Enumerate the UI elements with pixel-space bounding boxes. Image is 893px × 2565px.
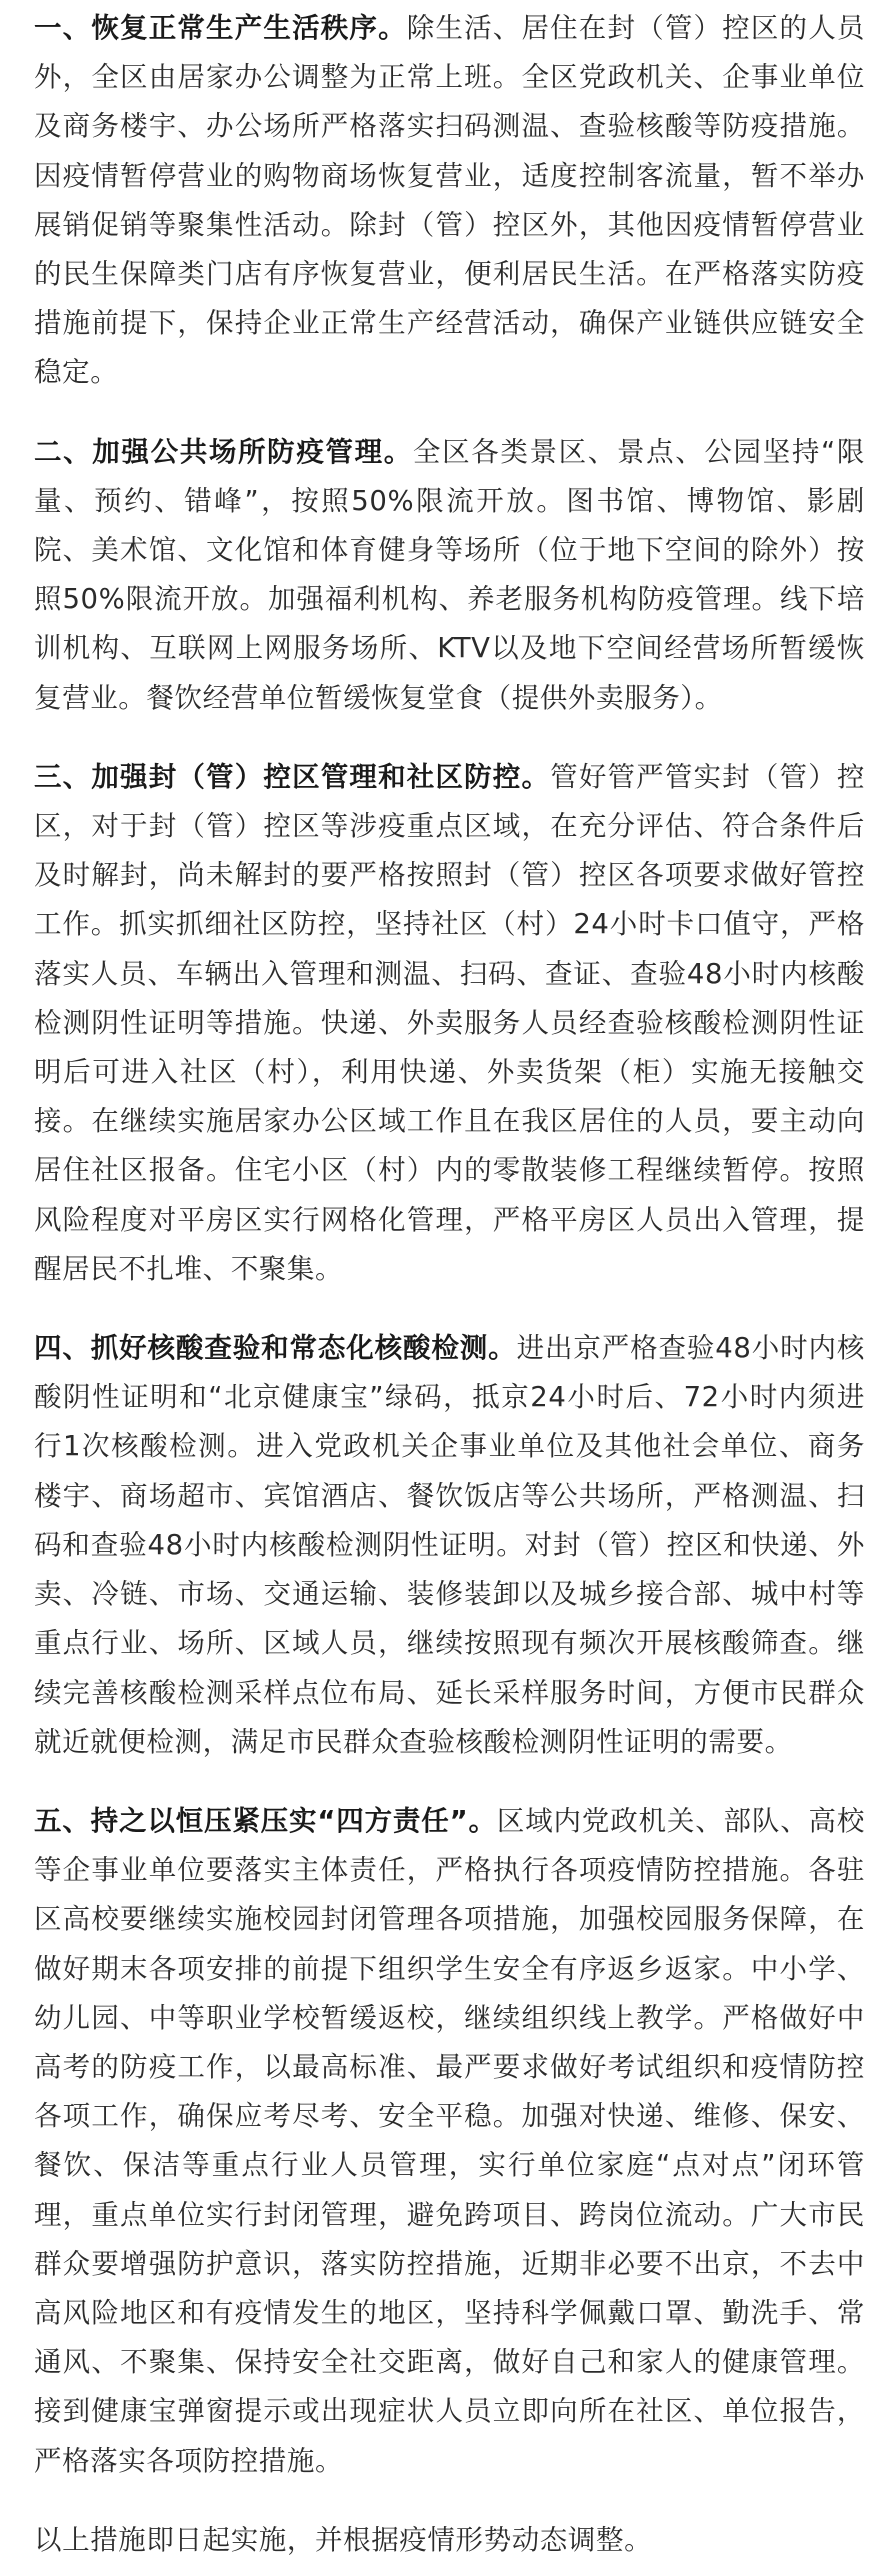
section-2 [34, 428, 865, 723]
section-heading: 三、加强封（管）控区管理和社区防控。 [34, 760, 551, 793]
section-heading: 一、恢复正常生产生活秩序。 [34, 12, 407, 44]
section-heading: 五、持之以恒压紧压实“四方责任”。 [34, 1804, 497, 1837]
closing-statement: 以上措施即日起实施，并根据疫情形势动态调整。 [34, 2523, 653, 2556]
section-text: 区域内党政机关、部队、高校等企事业单位要落实主体责任，严格执行各项疫情防控措施。各驻区高校要继续实施校园封闭管理各项措施，加强校园服务保障，在做好期末各项安排的前提下组织学生安全有序返乡返家。中小学、幼儿园、中等职业学校暂缓返校，继续组织线上教学。严格做好中高考的防疫工作，以最高标准、最严要求做好考试组织和疫情防控各项工作，确保应考尽考、安全平稳。加强对快递、维修、保安、餐饮、保洁等重点行业人员管理，实行单位家庭“点对点”闭环管理，重点单位实行封闭管理，避免跨项目、跨岗位流动。广大市民群众要增强防护意识，落实防控措施，近期非必要不出京，不去中高风险地区和有疫情发生的地区，坚持科学佩戴口罩、勤洗手、常通风、不聚集、保持安全社交距离，做好自己和家人的健康管理。接到健康宝弹窗提示或出现症状人员立即向所在社区、单位报告，严格落实各项防控措施。 [34, 1804, 865, 2477]
section-3 [34, 753, 865, 1294]
section-heading: 四、抓好核酸查验和常态化核酸检测。 [34, 1332, 517, 1365]
section-4 [34, 1324, 865, 1767]
section-text: 全区各类景区、景点、公园坚持“限量、预约、错峰”，按照50%限流开放。图书馆、博物馆、影剧院、美术馆、文化馆和体育健身等场所（位于地下空间的除外）按照50%限流开放。加强福利机构、养老服务机构防疫管理。线下培训机构、互联网上网服务场所、KTV以及地下空间经营场所暂缓恢复营业。餐饮经营单位暂缓恢复堂食（提供外卖服务）。 [34, 435, 865, 714]
section-1 [34, 4, 865, 398]
section-text: 除生活、居住在封（管）控区的人员外，全区由居家办公调整为正常上班。全区党政机关、企事业单位及商务楼宇、办公场所严格落实扫码测温、查验核酸等防疫措施。因疫情暂停营业的购物商场恢复营业，适度控制客流量，暂不举办展销促销等聚集性活动。除封（管）控区外，其他因疫情暂停营业的民生保障类门店有序恢复营业，便利居民生活。在严格落实防疫措施前提下，保持企业正常生产经营活动，确保产业链供应链安全稳定。 [34, 12, 865, 389]
section-heading: 二、加强公共场所防疫管理。 [34, 435, 413, 468]
section-text: 管好管严管实封（管）控区，对于封（管）控区等涉疫重点区域，在充分评估、符合条件后及时解封，尚未解封的要严格按照封（管）控区各项要求做好管控工作。抓实抓细社区防控，坚持社区（村）24小时卡口值守，严格落实人员、车辆出入管理和测温、扫码、查证、查验48小时内核酸检测阴性证明等措施。快递、外卖服务人员经查验核酸检测阴性证明后可进入社区（村），利用快递、外卖货架（柜）实施无接触交接。在继续实施居家办公区域工作且在我区居住的人员，要主动向居住社区报备。住宅小区（村）内的零散装修工程继续暂停。按照风险程度对平房区实行网格化管理，严格平房区人员出入管理，提醒居民不扎堆、不聚集。 [34, 760, 865, 1285]
section-text: 进出京严格查验48小时内核酸阴性证明和“北京健康宝”绿码，抵京24小时后、72小时内须进行1次核酸检测。进入党政机关企事业单位及其他社会单位、商务楼宇、商场超市、宾馆酒店、餐饮饭店等公共场所，严格测温、扫码和查验48小时内核酸检测阴性证明。对封（管）控区和快递、外卖、冷链、市场、交通运输、装修装卸以及城乡接合部、城中村等重点行业、场所、区域人员，继续按照现有频次开展核酸筛查。继续完善核酸检测采样点位布局、延长采样服务时间，方便市民群众就近就便检测，满足市民群众查验核酸检测阴性证明的需要。 [34, 1332, 865, 1758]
section-5 [34, 1797, 865, 2486]
